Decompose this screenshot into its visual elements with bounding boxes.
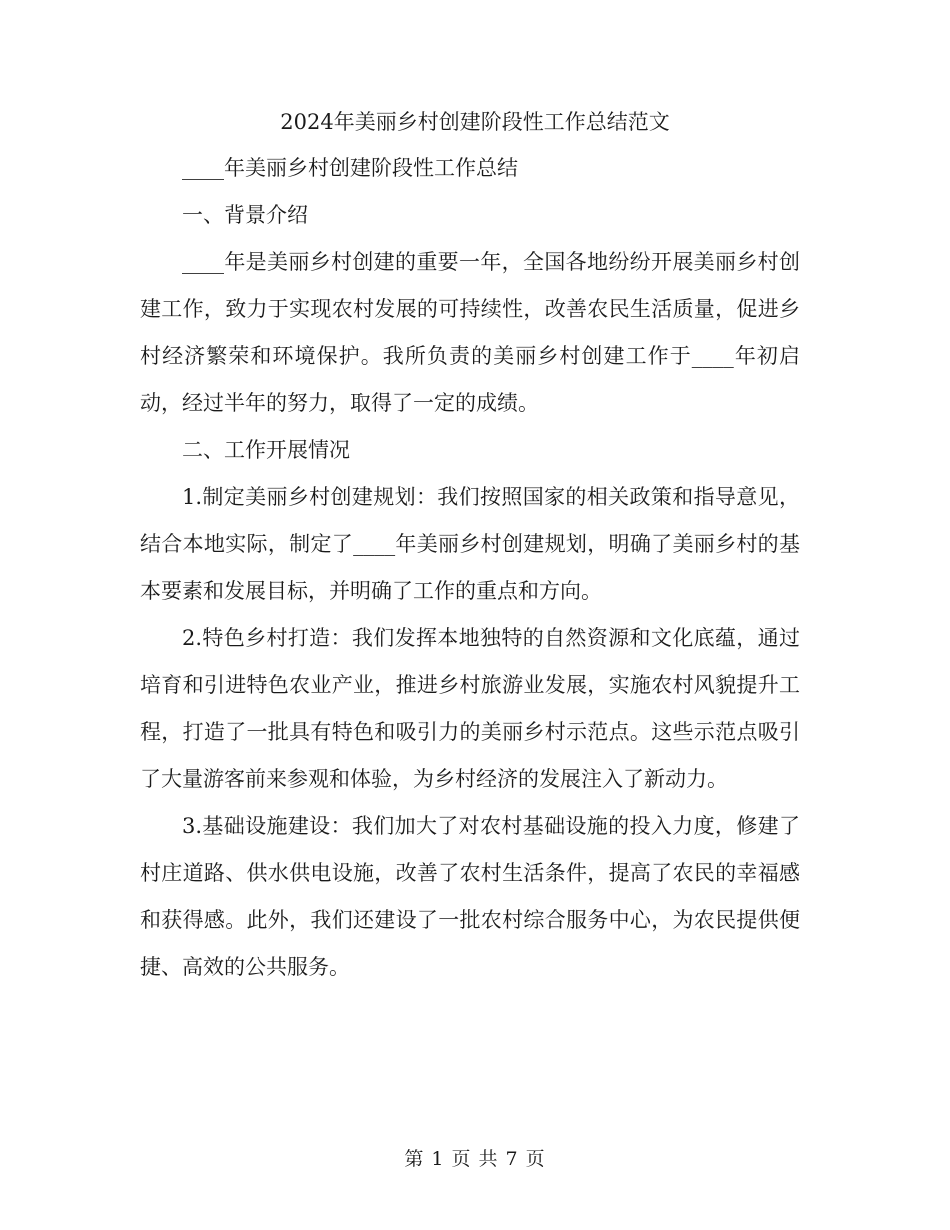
section-heading-work: 二、工作开展情况	[182, 438, 350, 462]
document-body	[140, 145, 800, 991]
document-title: 2024年美丽乡村创建阶段性工作总结范文	[280, 110, 670, 134]
work-item-infrastructure: 3.基础设施建设：我们加大了对农村基础设施的投入力度，修建了村庄道路、供水供电设施，改善了农村生活条件，提高了农民的幸福感和获得感。此外，我们还建设了一批农村综合服务中心，为农民提供便捷、高效的公共服务。	[140, 814, 800, 979]
page-number-footer: 第 1 页 共 7 页	[404, 1148, 546, 1170]
work-item-planning: 1.制定美丽乡村创建规划：我们按照国家的相关政策和指导意见，结合本地实际，制定了____年美丽乡村创建规划，明确了美丽乡村的基本要素和发展目标，并明确了工作的重点和方向。	[140, 485, 800, 603]
background-paragraph: ____年是美丽乡村创建的重要一年，全国各地纷纷开展美丽乡村创建工作，致力于实现农村发展的可持续性，改善农民生活质量，促进乡村经济繁荣和环境保护。我所负责的美丽乡村创建工作于____年初启动，经过半年的努力，取得了一定的成绩。	[140, 250, 800, 415]
work-item-featured-villages: 2.特色乡村打造：我们发挥本地独特的自然资源和文化底蕴，通过培育和引进特色农业产业，推进乡村旅游业发展，实施农村风貌提升工程，打造了一批具有特色和吸引力的美丽乡村示范点。这些示范点吸引了大量游客前来参观和体验，为乡村经济的发展注入了新动力。	[140, 626, 800, 791]
section-heading-background: 一、背景介绍	[182, 203, 308, 227]
subtitle-paragraph: ____年美丽乡村创建阶段性工作总结	[182, 156, 518, 180]
